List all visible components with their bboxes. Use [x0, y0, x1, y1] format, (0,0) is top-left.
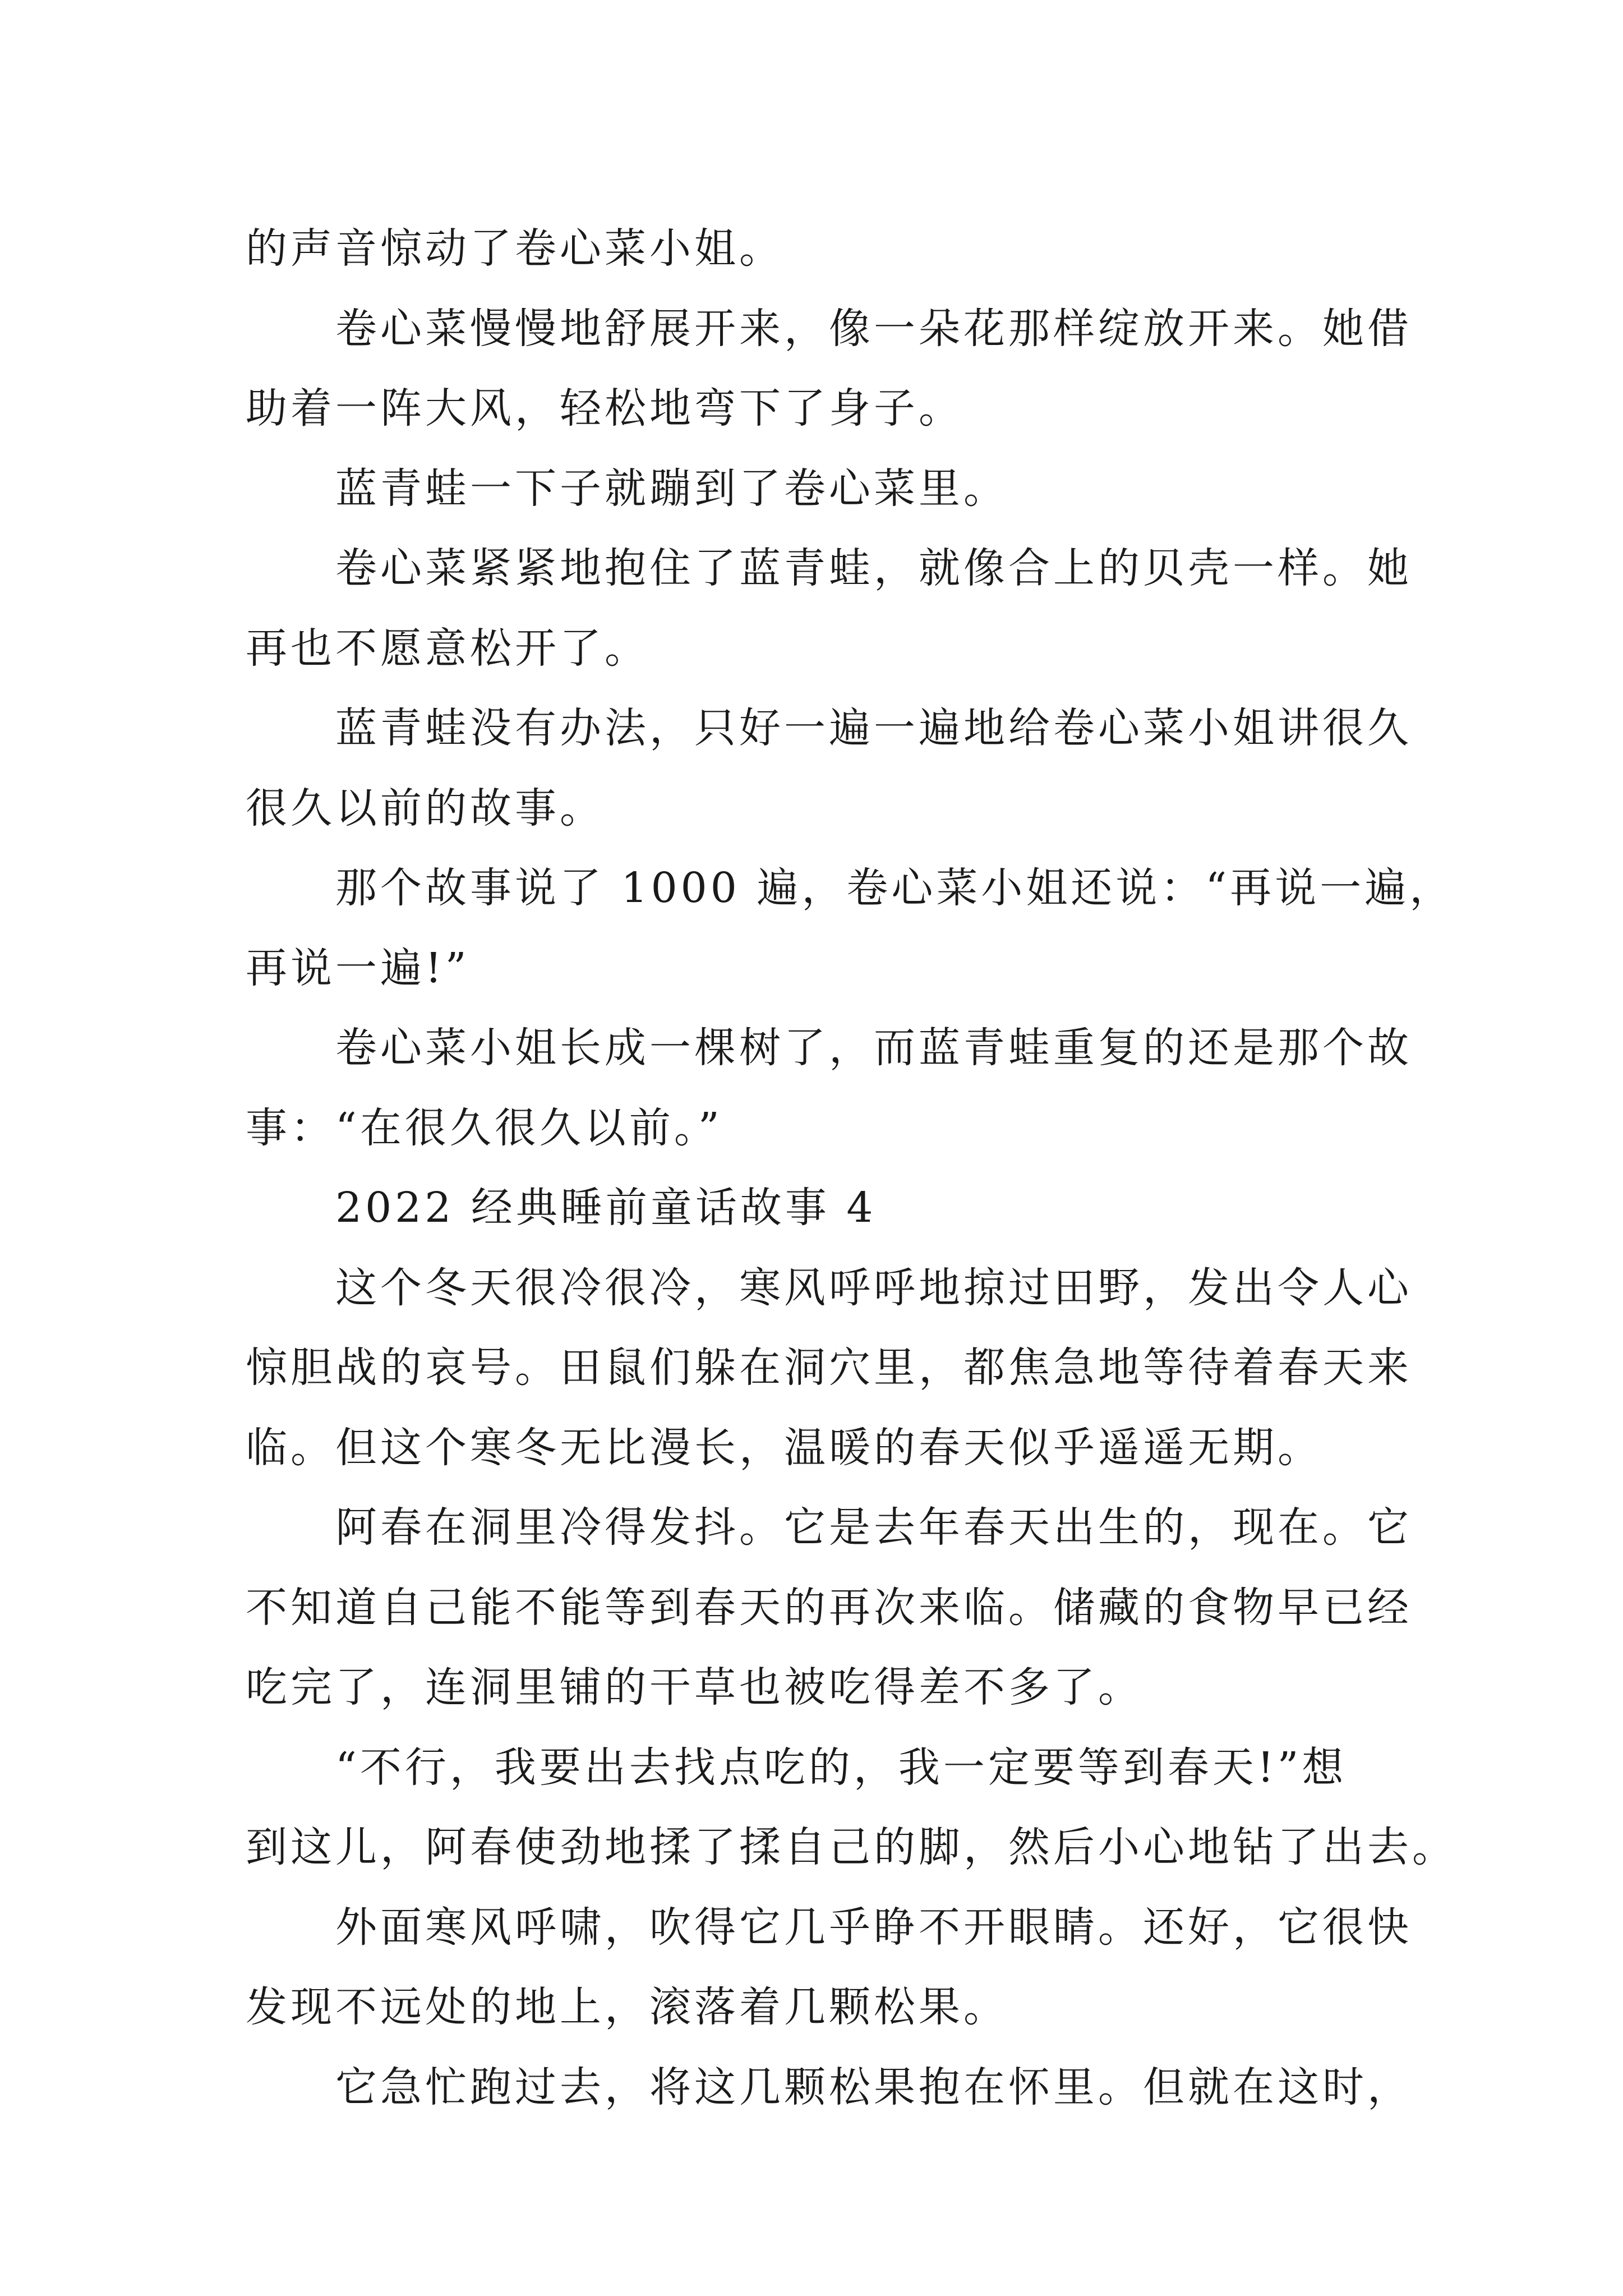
section-heading: 2022 经典睡前童话故事 4 [335, 1184, 877, 1232]
text-line: 蓝青蛙一下子就蹦到了卷心菜里。 [335, 464, 1008, 513]
text-line: 临。但这个寒冬无比漫长，温暖的春天似乎遥遥无期。 [246, 1423, 1322, 1472]
text-line: 到这儿，阿春使劲地揉了揉自己的脚，然后小心地钻了出去。 [246, 1823, 1457, 1871]
text-line: 不知道自己能不能等到春天的再次来临。储藏的食物早已经 [246, 1583, 1412, 1632]
text-line: 很久以前的故事。 [246, 784, 605, 832]
text-line: 发现不远处的地上，滚落着几颗松果。 [246, 1983, 1008, 2031]
text-line: 阿春在洞里冷得发抖。它是去年春天出生的，现在。它 [335, 1503, 1412, 1552]
text-line: 它急忙跑过去，将这几颗松果抱在怀里。但就在这时， [335, 2063, 1412, 2111]
text-line: 再说一遍!” [246, 944, 470, 992]
text-line: 这个冬天很冷很冷，寒风呼呼地掠过田野，发出令人心 [335, 1263, 1412, 1312]
text-line: 助着一阵大风，轻松地弯下了身子。 [246, 384, 963, 432]
text-line: 的声音惊动了卷心菜小姐。 [246, 224, 784, 273]
text-line: 事：“在很久很久以前。” [246, 1103, 723, 1152]
text-line: 吃完了，连洞里铺的干草也被吃得差不多了。 [246, 1663, 1143, 1711]
text-line: 外面寒风呼啸，吹得它几乎睁不开眼睛。还好，它很快 [335, 1903, 1412, 1952]
text-line: 卷心菜紧紧地抱住了蓝青蛙，就像合上的贝壳一样。她 [335, 544, 1412, 592]
text-line: 卷心菜小姐长成一棵树了，而蓝青蛙重复的还是那个故 [335, 1024, 1412, 1072]
text-line: 那个故事说了 1000 遍，卷心菜小姐还说：“再说一遍， [335, 864, 1455, 912]
text-line: 再也不愿意松开了。 [246, 624, 649, 673]
body-text [246, 209, 1457, 2127]
text-line: “不行，我要出去找点吃的，我一定要等到春天!”想 [335, 1743, 1347, 1792]
text-line: 惊胆战的哀号。田鼠们躲在洞穴里，都焦急地等待着春天来 [246, 1343, 1412, 1392]
text-line: 蓝青蛙没有办法，只好一遍一遍地给卷心菜小姐讲很久 [335, 704, 1412, 752]
text-line: 卷心菜慢慢地舒展开来，像一朵花那样绽放开来。她借 [335, 304, 1412, 353]
